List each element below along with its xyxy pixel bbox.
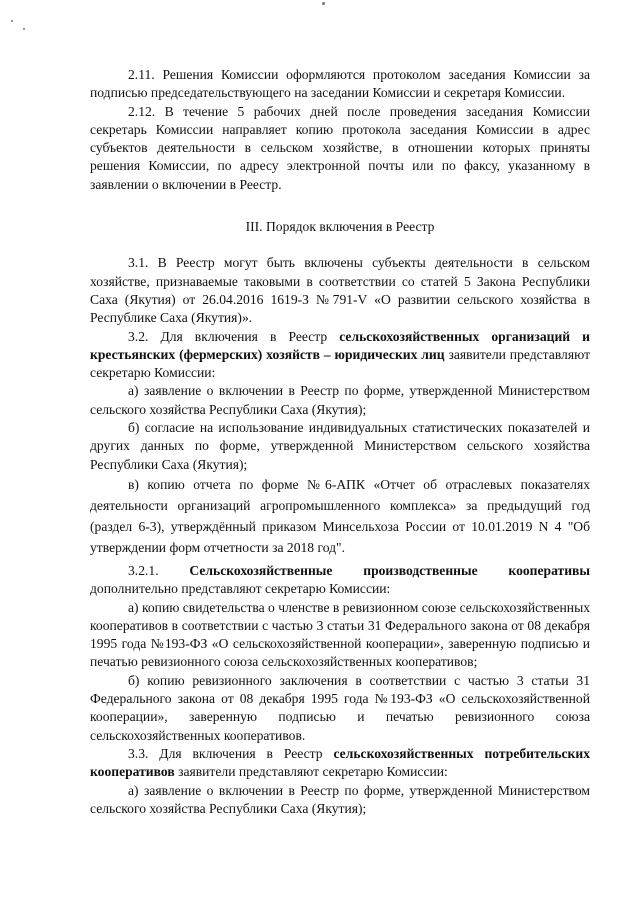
paragraph-3-2-post: заявители представляют секретарю Комиссии: [90,346,591,381]
paragraph-3-2-b: б) согласие на использование индивидуальных статистических показателей и других данных по форме, утвержденной Министерством сельского хозяйства Республики Саха (Якутия); [90,420,590,472]
paragraph-3-3 [90,745,590,782]
paragraph-2-12: 2.12. В течение 5 рабочих дней после проведения заседания Комиссии секретарь Комиссии направляет копию протокола заседания Комиссии в адрес субъектов деятельности в сельском хозяйстве, в отношении которых приняты решения Комиссии, по адресу электронной почты или по факсу, указанному в заявлении о включении в Реестр. [90,103,590,192]
paragraph-3-2-1-b: б) копию ревизионного заключения в соответствии с частью 3 статьи 31 Федерального закона от 08 декабря 1995 года №193-ФЗ «О сельскохозяйственной кооперации», заверенную подписью и печатью ревизионного союза сельскохозяйственных кооперативов. [90,672,590,743]
document-page [90,66,590,818]
paragraph-3-2-v: в) копию отчета по форме №6-АПК «Отчет об отраслевых показателях деятельности организаций агропромышленного комплекса» за предыдущий год (раздел 6-3), утверждённый приказом Минсельхоза России от 10.01.2019 N 4 "Об утверждении форм отчетности за 2018 год". [90,476,590,555]
paragraph-3-2-1-bold: Сельскохозяйственные производственные кооперативы [189,562,590,578]
paragraph-3-2-1 [90,562,590,599]
paragraph-2-11: 2.11. Решения Комиссии оформляются протоколом заседания Комиссии за подписью председательствующего на заседании Комиссии и секретаря Комиссии. [90,67,590,101]
paragraph-3-2-a: а) заявление о включении в Реестр по форме, утвержденной Министерством сельского хозяйства Республики Саха (Якутия); [90,383,590,417]
paragraph-3-2-1-pre: 3.2.1. [128,562,190,578]
paragraph-3-2-1-post: дополнительно представляют секретарю Комиссии: [90,581,391,597]
paragraph-3-3-bold: сельскохозяйственных потребительских кооперативов [90,745,591,780]
paragraph-3-1: 3.1. В Реестр могут быть включены субъекты деятельности в сельском хозяйстве, признаваемые таковыми в соответствии со статей 5 Закона Республики Саха (Якутия) от 26.04.2016 1619-З №791-V «О развитии сельского хозяйства в Республике Саха (Якутия)». [90,255,590,326]
paragraph-3-3-a: а) заявление о включении в Реестр по форме, утвержденной Министерством сельского хозяйства Республики Саха (Якутия); [90,782,590,816]
paragraph-3-2-1-a: а) копию свидетельства о членстве в ревизионном союзе сельскохозяйственных кооперативов в соответствии с частью 3 статьи 31 Федерального закона от 08 декабря 1995 года №193-ФЗ «О сельскохозяйственной кооперации», заверенную подписью и печатью ревизионного союза сельскохозяйственных кооперативов; [90,599,591,670]
paragraph-3-2-pre: 3.2. Для включения в Реестр [128,328,340,344]
paragraph-3-3-pre: 3.3. Для включения в Реестр [128,745,334,761]
paragraph-3-3-post: заявители представляют секретарю Комиссии: [174,764,448,780]
paragraph-3-2-bold: сельскохозяйственных организаций и крестьянских (фермерских) хозяйств – юридических лиц [90,328,590,362]
paragraph-3-2 [90,328,590,383]
section-heading: III. Порядок включения в Реестр [245,219,435,235]
